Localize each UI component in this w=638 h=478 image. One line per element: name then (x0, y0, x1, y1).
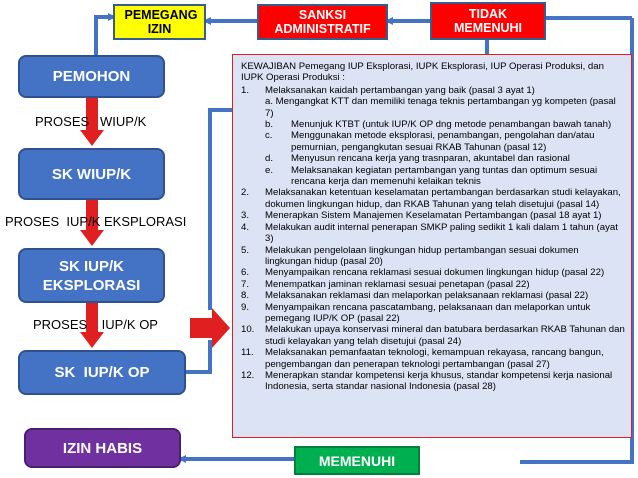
kewajiban-sub-e: e. Melaksanakan kegiatan pertambangan yang tuntas dan optimum sesuai rencana kerja dan memenuhi kelaikan teknis (265, 164, 598, 188)
kewajiban-sub-a: a. Mengangkat KTT dan memiliki tenaga teknis pertambangan yg kompeten (pasal 7) (265, 96, 616, 119)
sanksi-administratif-box (257, 4, 388, 40)
proses-op-label: PROSES IUP/K OP (33, 317, 158, 332)
sk-iup-eksplorasi-label: SK IUP/K EKSPLORASI (42, 257, 141, 294)
kewajiban-item-11: 11. Melaksanakan pemanfaatan teknologi, kemampuan rekayasa, rancang bangun, pengembangan dan penerapan teknologi pertambangan (pasal 27) (241, 347, 604, 370)
kewajiban-sub-d: d. Menyusun rencana kerja yang trasnparan, akuntabel dan rasional (265, 153, 570, 165)
pemegang-izin-box (113, 4, 206, 40)
arrow-head-2 (80, 230, 104, 246)
pemohon-box (18, 55, 165, 98)
kewajiban-panel (232, 54, 632, 438)
kewajiban-item-7: 7. Menempatkan jaminan reklamasi sesuai penetapan (pasal 22) (241, 278, 530, 290)
kewajiban-sub-c: c. Menggunakan metode eksplorasi, penambangan, pengolahan dan/atau pemurnian, pengangkutan sesuai RKAB Tahunan (pasal 12) (265, 130, 595, 153)
kewajiban-item-9: 9. Menyampaikan rencana pascatambang, pelaksanaan dan melaporkan untuk pemegang IUP/K OP (pasal 22) (241, 301, 591, 324)
sk-iup-op-box (18, 350, 186, 395)
kewajiban-item-1: 1. Melaksanakan kaidah pertambangan yang baik (pasal 3 ayat 1) (241, 85, 625, 96)
proses-wiup-label: PROSES WIUP/K (35, 114, 147, 129)
memenuhi-label: MEMENUHI (318, 452, 396, 469)
op-to-panel-connector (186, 340, 210, 372)
sk-wiup-box (18, 148, 165, 200)
proses-eksplorasi-label: PROSES IUP/K EKSPLORASI (5, 214, 187, 229)
kewajiban-item-2: 2. Melaksanakan ketentuan keselamatan pertambangan berdasarkan studi kelayakan, dokumen lingkungan hidup, dan RKAB Tahunan yang telah disetujui (pasal 14) (241, 187, 621, 210)
sk-iup-eksplorasi-box (18, 248, 165, 303)
sk-iup-op-label: SK IUP/K OP (54, 364, 150, 381)
tidak-memenuhi-label: TIDAK MEMENUHI (453, 7, 523, 35)
kewajiban-item-6: 6. Menyampaikan rencana reklamasi sesuai dokumen lingkungan hidup (pasal 22) (241, 267, 605, 279)
izin-habis-label: IZIN HABIS (62, 439, 143, 457)
sanksi-administratif-label: SANKSI ADMINISTRATIF (274, 8, 371, 36)
pemegang-izin-label: PEMEGANG IZIN (124, 8, 198, 36)
arrow-head-1 (80, 130, 104, 146)
tidak-memenuhi-box (430, 2, 546, 40)
kewajiban-item-12: 12. Menerapkan standar kompetensi kerja khusus, standar kompetensi kerja nasional Indonesia, serta standar nasional Indonesia (pasal 28) (241, 369, 613, 393)
izin-habis-box (24, 428, 181, 468)
sk-wiup-label: SK WIUP/K (51, 165, 132, 183)
kewajiban-item-4: 4. Melakukan audit internal penerapan SMKP paling sedikit 1 kali dalam 1 tahun (ayat 3) (241, 221, 618, 245)
kewajiban-item-8: 8. Melaksanakan reklamasi dan melaporkan pelaksanaan reklamasi (pasal 22) (241, 290, 589, 302)
kewajiban-item-3: 3. Menerapkan Sistem Manajemen Keselamatan Pertambangan (pasal 18 ayat 1) (241, 210, 602, 222)
arrow-head-3 (80, 332, 104, 348)
memenuhi-box (294, 446, 420, 475)
kewajiban-item-1-text: Melaksanakan kaidah pertambangan yang baik (pasal 3 ayat 1) (265, 84, 535, 96)
kewajiban-item-10: 10. Melakukan upaya konservasi mineral dan batubara berdasarkan RKAB Tahunan dan studi kelayakan yang telah disetujui (pasal 24) (241, 324, 625, 347)
kewajiban-sub-b: b. Menunjuk KTBT (untuk IUP/K OP dng metode penambangan bawah tanah) (265, 119, 612, 131)
kewajiban-intro: KEWAJIBAN Pemegang IUP Eksplorasi, IUPK Eksplorasi, IUP Operasi Produksi, dan IUPK Operasi Produksi : (241, 61, 604, 84)
kewajiban-item-5: 5. Melakukan pengelolaan lingkungan hidup pertambangan sesuai dokumen lingkungan hidup (pasal 20) (241, 244, 579, 267)
pemohon-label: PEMOHON (52, 68, 131, 85)
